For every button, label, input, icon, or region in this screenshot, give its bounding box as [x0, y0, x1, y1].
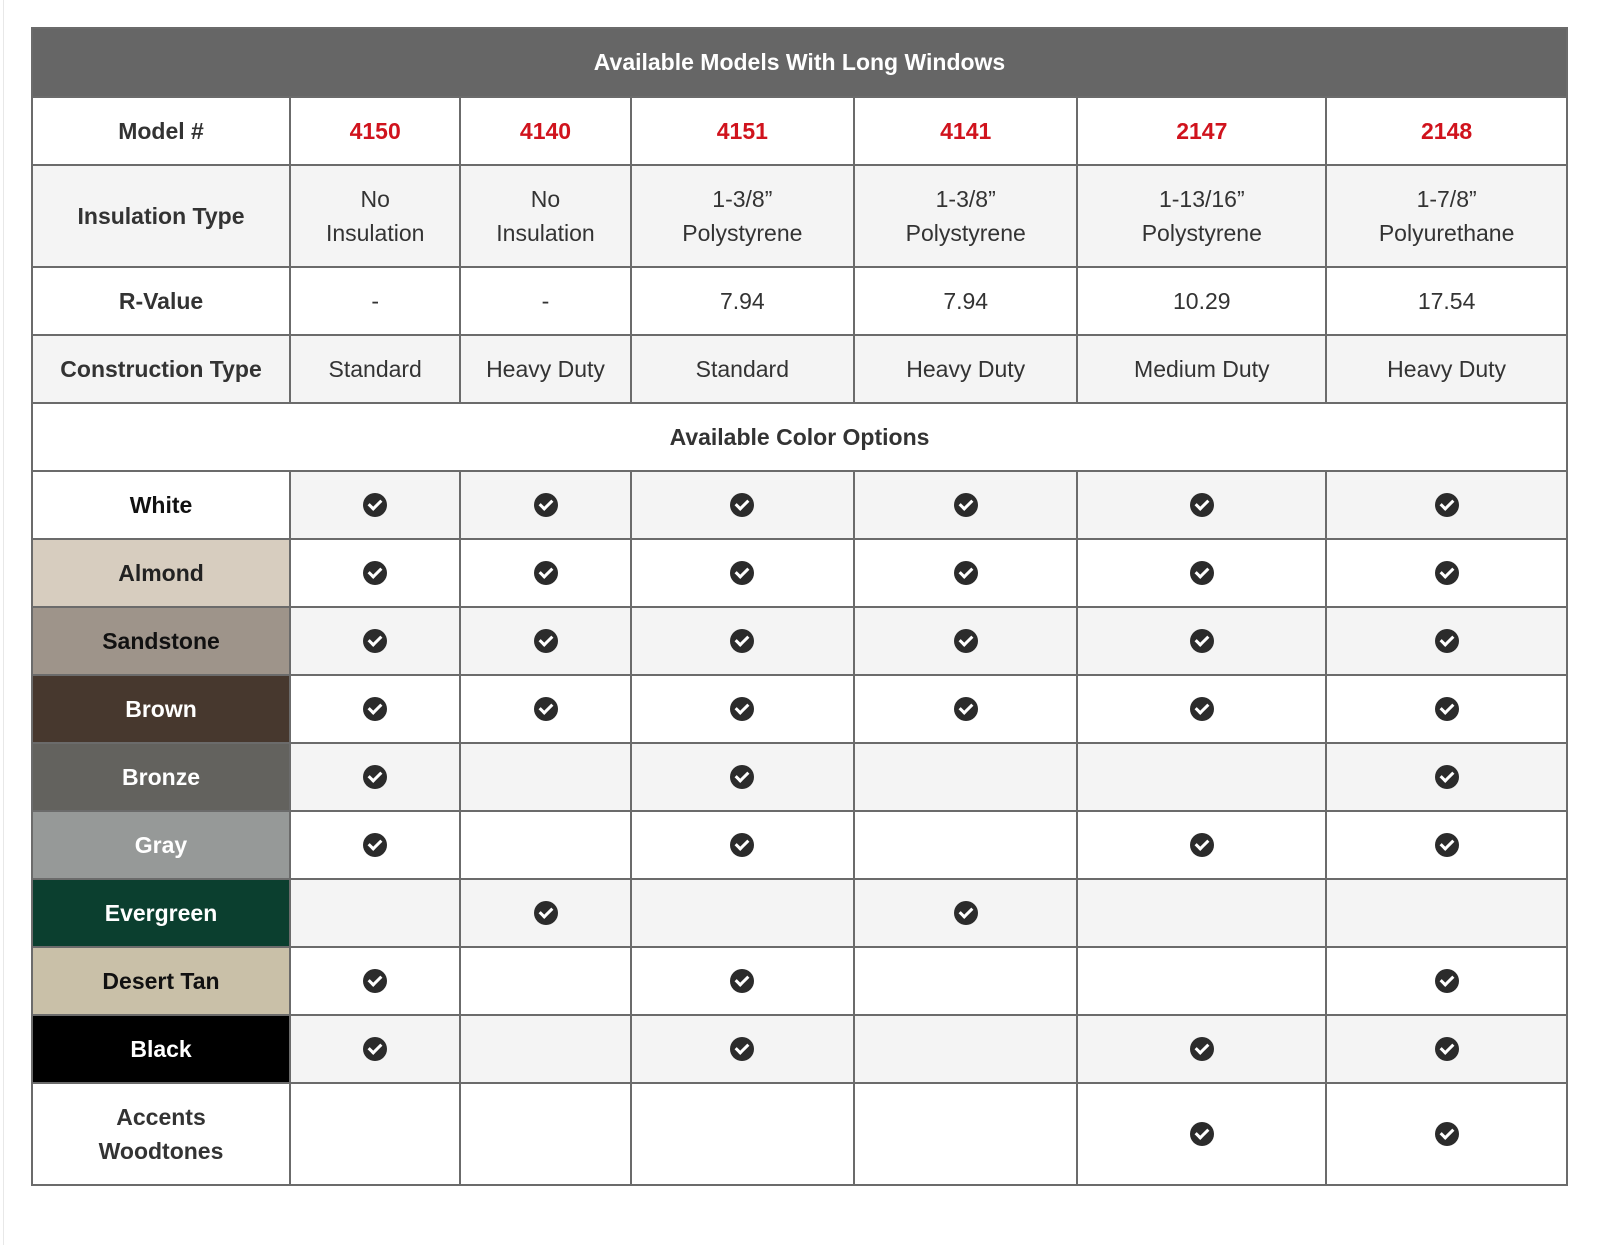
color-row	[32, 879, 1567, 947]
check-circle-icon	[1435, 765, 1459, 789]
color-section-row	[32, 403, 1567, 471]
availability-cell	[854, 811, 1077, 879]
check-circle-icon	[363, 833, 387, 857]
check-circle-icon	[730, 629, 754, 653]
check-circle-icon	[534, 493, 558, 517]
availability-cell	[631, 539, 854, 607]
availability-cell	[854, 539, 1077, 607]
check-circle-icon	[954, 697, 978, 721]
availability-cell	[290, 1015, 460, 1083]
check-circle-icon	[363, 1037, 387, 1061]
r-value-row	[32, 267, 1567, 335]
check-circle-icon	[534, 901, 558, 925]
color-row	[32, 947, 1567, 1015]
model-number: 4150	[290, 97, 460, 165]
availability-cell	[1077, 471, 1326, 539]
color-row	[32, 675, 1567, 743]
color-swatch-label: Almond	[32, 539, 290, 607]
check-circle-icon	[1435, 833, 1459, 857]
check-circle-icon	[1190, 629, 1214, 653]
construction-cell: Standard	[631, 335, 854, 403]
availability-cell	[854, 1083, 1077, 1185]
check-circle-icon	[1190, 1122, 1214, 1146]
check-circle-icon	[730, 765, 754, 789]
color-swatch-label: Gray	[32, 811, 290, 879]
availability-cell	[854, 471, 1077, 539]
table-title: Available Models With Long Windows	[32, 28, 1567, 97]
color-swatch-label: White	[32, 471, 290, 539]
insulation-line: No	[360, 186, 390, 212]
construction-cell: Standard	[290, 335, 460, 403]
color-row	[32, 1015, 1567, 1083]
construction-cell: Heavy Duty	[1326, 335, 1567, 403]
r-value-cell: -	[290, 267, 460, 335]
availability-cell	[854, 743, 1077, 811]
insulation-line: 1-3/8”	[935, 186, 996, 212]
check-circle-icon	[1190, 833, 1214, 857]
availability-cell	[1326, 1015, 1567, 1083]
check-circle-icon	[1435, 1122, 1459, 1146]
color-row	[32, 743, 1567, 811]
availability-cell	[290, 1083, 460, 1185]
model-number: 4140	[460, 97, 630, 165]
availability-cell	[460, 743, 630, 811]
insulation-cell	[460, 165, 630, 267]
r-value-cell: -	[460, 267, 630, 335]
models-table	[31, 27, 1568, 1186]
insulation-line: Polystyrene	[905, 220, 1026, 246]
check-circle-icon	[534, 697, 558, 721]
availability-cell	[1077, 811, 1326, 879]
insulation-cell	[631, 165, 854, 267]
check-circle-icon	[534, 629, 558, 653]
check-circle-icon	[1435, 969, 1459, 993]
color-section-title: Available Color Options	[32, 403, 1567, 471]
insulation-line: Insulation	[325, 220, 425, 246]
availability-cell	[1077, 743, 1326, 811]
availability-cell	[854, 1015, 1077, 1083]
availability-cell	[1326, 675, 1567, 743]
availability-cell	[1077, 879, 1326, 947]
check-circle-icon	[1190, 493, 1214, 517]
check-circle-icon	[534, 561, 558, 585]
color-row	[32, 471, 1567, 539]
availability-cell	[290, 947, 460, 1015]
availability-cell	[460, 607, 630, 675]
availability-cell	[460, 675, 630, 743]
availability-cell	[631, 675, 854, 743]
accents-woodtones-label	[32, 1083, 290, 1185]
availability-cell	[854, 607, 1077, 675]
model-number: 2148	[1326, 97, 1567, 165]
availability-cell	[631, 879, 854, 947]
availability-cell	[631, 743, 854, 811]
availability-cell	[290, 607, 460, 675]
availability-cell	[460, 539, 630, 607]
availability-cell	[631, 947, 854, 1015]
model-number: 4151	[631, 97, 854, 165]
availability-cell	[1077, 675, 1326, 743]
check-circle-icon	[363, 561, 387, 585]
availability-cell	[290, 675, 460, 743]
availability-cell	[1326, 879, 1567, 947]
color-swatch-label: Black	[32, 1015, 290, 1083]
availability-cell	[460, 1083, 630, 1185]
color-options-body	[32, 471, 1567, 1083]
insulation-line: 1-7/8”	[1416, 186, 1477, 212]
r-value-cell: 17.54	[1326, 267, 1567, 335]
r-value-cell: 10.29	[1077, 267, 1326, 335]
check-circle-icon	[730, 1037, 754, 1061]
availability-cell	[290, 811, 460, 879]
woodtones-line: Woodtones	[98, 1138, 224, 1164]
availability-cell	[1326, 947, 1567, 1015]
title-row	[32, 28, 1567, 97]
availability-cell	[460, 879, 630, 947]
model-number: 4141	[854, 97, 1077, 165]
insulation-label: Insulation Type	[32, 165, 290, 267]
availability-cell	[631, 471, 854, 539]
check-circle-icon	[954, 901, 978, 925]
check-circle-icon	[363, 697, 387, 721]
model-row	[32, 97, 1567, 165]
availability-cell	[1326, 539, 1567, 607]
insulation-line: 1-3/8”	[712, 186, 773, 212]
check-circle-icon	[954, 561, 978, 585]
r-value-cell: 7.94	[631, 267, 854, 335]
availability-cell	[290, 743, 460, 811]
color-swatch-label: Brown	[32, 675, 290, 743]
color-swatch-label: Sandstone	[32, 607, 290, 675]
check-circle-icon	[1190, 697, 1214, 721]
availability-cell	[631, 607, 854, 675]
color-row	[32, 539, 1567, 607]
color-swatch-label: Bronze	[32, 743, 290, 811]
check-circle-icon	[1435, 561, 1459, 585]
availability-cell	[1326, 607, 1567, 675]
availability-cell	[290, 879, 460, 947]
check-circle-icon	[363, 969, 387, 993]
check-circle-icon	[1435, 697, 1459, 721]
availability-cell	[1077, 947, 1326, 1015]
construction-row	[32, 335, 1567, 403]
availability-cell	[1326, 471, 1567, 539]
insulation-line: Insulation	[496, 220, 595, 246]
availability-cell	[1326, 1083, 1567, 1185]
check-circle-icon	[363, 629, 387, 653]
availability-cell	[631, 1015, 854, 1083]
check-circle-icon	[730, 833, 754, 857]
insulation-line: 1-13/16”	[1158, 186, 1245, 212]
insulation-cell	[854, 165, 1077, 267]
check-circle-icon	[1190, 1037, 1214, 1061]
insulation-line: No	[530, 186, 561, 212]
insulation-cell	[1326, 165, 1567, 267]
accents-woodtones-row	[32, 1083, 1567, 1185]
availability-cell	[1077, 1083, 1326, 1185]
check-circle-icon	[1435, 493, 1459, 517]
model-label: Model #	[32, 97, 290, 165]
insulation-line: Polyurethane	[1378, 220, 1515, 246]
availability-cell	[1326, 743, 1567, 811]
accents-line: Accents	[116, 1104, 206, 1130]
check-circle-icon	[363, 493, 387, 517]
check-circle-icon	[1190, 561, 1214, 585]
availability-cell	[1077, 607, 1326, 675]
availability-cell	[631, 1083, 854, 1185]
check-circle-icon	[954, 629, 978, 653]
availability-cell	[1077, 1015, 1326, 1083]
check-circle-icon	[730, 697, 754, 721]
availability-cell	[460, 811, 630, 879]
availability-cell	[1077, 539, 1326, 607]
insulation-row	[32, 165, 1567, 267]
availability-cell	[631, 811, 854, 879]
insulation-line: Polystyrene	[682, 220, 803, 246]
insulation-line: Polystyrene	[1141, 220, 1262, 246]
check-circle-icon	[730, 561, 754, 585]
availability-cell	[854, 675, 1077, 743]
availability-cell	[290, 539, 460, 607]
check-circle-icon	[1435, 1037, 1459, 1061]
check-circle-icon	[1435, 629, 1459, 653]
availability-cell	[460, 1015, 630, 1083]
check-circle-icon	[730, 493, 754, 517]
availability-cell	[460, 947, 630, 1015]
r-value-label: R-Value	[32, 267, 290, 335]
availability-cell	[854, 947, 1077, 1015]
construction-label: Construction Type	[32, 335, 290, 403]
construction-cell: Heavy Duty	[854, 335, 1077, 403]
insulation-cell	[1077, 165, 1326, 267]
insulation-cell	[290, 165, 460, 267]
check-circle-icon	[954, 493, 978, 517]
r-value-cell: 7.94	[854, 267, 1077, 335]
color-row	[32, 811, 1567, 879]
check-circle-icon	[363, 765, 387, 789]
color-swatch-label: Evergreen	[32, 879, 290, 947]
color-row	[32, 607, 1567, 675]
check-circle-icon	[730, 969, 754, 993]
construction-cell: Heavy Duty	[460, 335, 630, 403]
construction-cell: Medium Duty	[1077, 335, 1326, 403]
availability-cell	[854, 879, 1077, 947]
availability-cell	[290, 471, 460, 539]
availability-cell	[1326, 811, 1567, 879]
model-number: 2147	[1077, 97, 1326, 165]
availability-cell	[460, 471, 630, 539]
color-swatch-label: Desert Tan	[32, 947, 290, 1015]
